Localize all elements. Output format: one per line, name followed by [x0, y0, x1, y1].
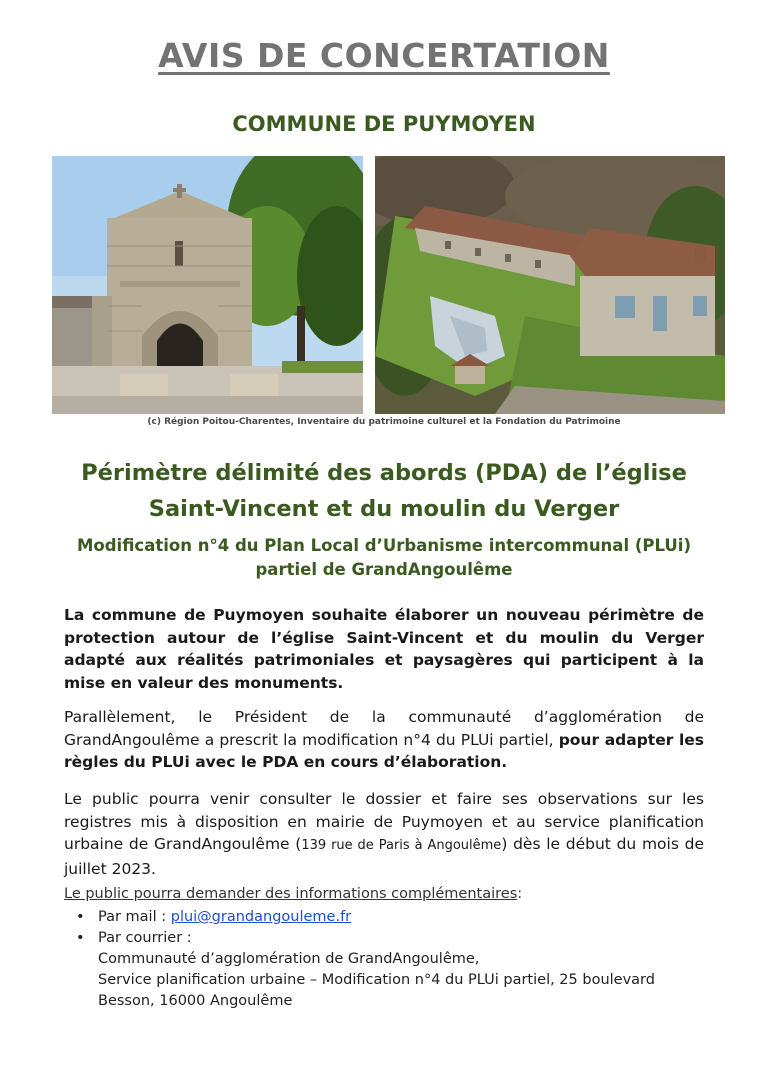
church-photo: [52, 156, 363, 414]
page-title: AVIS DE CONCERTATION: [158, 36, 610, 75]
postal-address-line-1: Communauté d’agglomération de GrandAngoulême,: [98, 951, 480, 967]
modification-subtitle-line-2: partiel de GrandAngoulême: [255, 560, 513, 579]
prescription-paragraph: [64, 706, 704, 774]
contact-list: [76, 907, 716, 1012]
modification-subtitle: [50, 534, 718, 582]
pda-title-line-1: Périmètre délimité des abords (PDA) de l’église: [81, 460, 687, 486]
mail-item: [98, 907, 351, 928]
mill-photo: [375, 156, 725, 414]
consultation-paragraph: [64, 788, 704, 880]
modification-subtitle-line-1: Modification n°4 du Plan Local d’Urbanisme intercommunal (PLUi): [76, 536, 691, 555]
postal-address-line-2: Service planification urbaine – Modification n°4 du PLUi partiel, 25 boulevard Besson, 16000 Angoulême: [98, 972, 655, 1009]
info-heading: [64, 886, 704, 902]
list-item: [76, 907, 716, 928]
consultation-date-text: ) dès le début du mois de juillet 2023.: [64, 835, 704, 878]
prescription-text: Parallèlement, le Président de la communauté d’agglomération de GrandAngoulême a prescrit la modification n°4 du PLUi partiel,: [64, 708, 704, 749]
mail-link[interactable]: plui@grandangouleme.fr: [170, 909, 352, 925]
commune-name: COMMUNE DE PUYMOYEN: [232, 112, 536, 136]
bullet-icon: •: [76, 909, 85, 925]
intro-paragraph: La commune de Puymoyen souhaite élaborer un nouveau périmètre de protection autour de l’église Saint-Vincent et du moulin du Verger adapté aux réalités patrimoniales et paysagères qui participent à la mise en valeur des monuments.: [64, 606, 704, 692]
consultation-text: Le public pourra venir consulter le dossier et faire ses observations sur les registres mis à disposition en mairie de Puymoyen et au service planification urbaine de GrandAngoulême (: [64, 790, 704, 853]
bullet-icon: •: [76, 930, 85, 946]
info-heading-text: Le public pourra demander des informations complémentaires: [64, 886, 518, 902]
pda-title: [60, 455, 708, 527]
info-heading-suffix: :: [517, 886, 523, 902]
list-item: [76, 928, 716, 949]
pda-title-line-2: Saint-Vincent et du moulin du Verger: [148, 496, 620, 522]
mail-label: Par mail :: [98, 909, 171, 925]
post-label: Par courrier :: [98, 930, 192, 946]
consultation-address: 139 rue de Paris à Angoulême: [301, 838, 502, 853]
photo-credit: (c) Région Poitou-Charentes, Inventaire du patrimoine culturel et la Fondation du Patrimoine: [147, 417, 621, 427]
prescription-bold-text: pour adapter les règles du PLUi avec le PDA en cours d’élaboration.: [64, 730, 704, 771]
